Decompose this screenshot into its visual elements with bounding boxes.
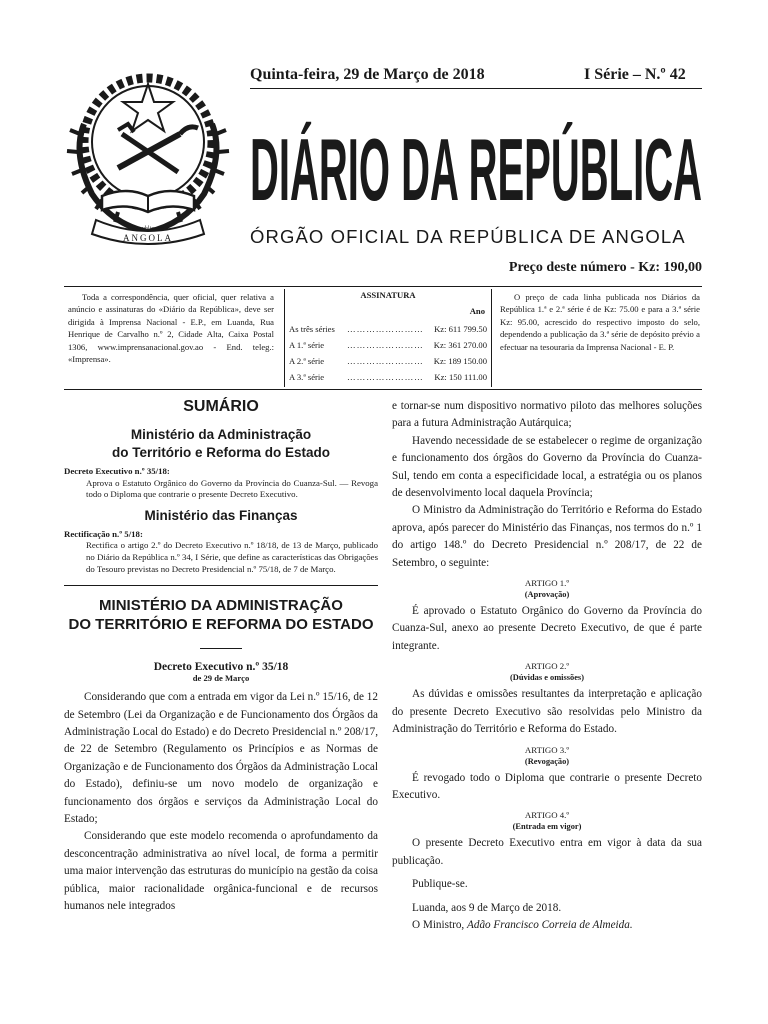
- paragraph: Considerando que este modelo recomenda o aprofundamento da desconcentração administrativa ao nível local, de forma a permitir uma maior intervenção das estruturas do município na gestão da coisa pública, maior racionalidade orgânica-funcional e de recursos humanos nele integrados: [64, 830, 378, 913]
- minister-prefix: O Ministro,: [412, 918, 465, 931]
- summary-rectification: [64, 529, 378, 575]
- article-label: ARTIGO 4.º: [524, 810, 570, 821]
- decree-body-left: [64, 689, 378, 915]
- subscription-row-dots: ……………………: [347, 356, 424, 366]
- subscription-year-label: Ano: [469, 306, 485, 316]
- paragraph: Considerando que com a entrada em vigor da Lei n.º 15/16, de 12 de Setembro (Lei da Organização e de Funcionamento dos Órgãos da Administração Local do Estado) e do Decreto Presidencial n.º 208/17, de 22 de Setembro (Regulamento os Princípios e as Normas de Organização e de Funcionamento dos Órgãos da Administração Local do Estado), definiu-se um novo modelo de organização e funcionamento dos órgãos e serviços da Administração Local do Estado;: [64, 691, 378, 825]
- paragraph: O Ministro da Administração do Território e Reforma do Estado aprova, após parecer do Ministério das Finanças, nos termos do n.º 1 do artigo 148.º do Decreto Presidencial n.º 208/17, de 22 de Setembro, o seguinte:: [392, 504, 702, 569]
- section-divider: [64, 585, 378, 586]
- masthead-title: DIÁRIO DA REPÚBLICA: [250, 120, 702, 214]
- paragraph: e tornar-se num dispositivo normativo piloto das melhores soluções para a futura Administração Autárquica;: [392, 400, 702, 430]
- subscription-row-label: A 2.ª série: [289, 356, 325, 366]
- emblem-ribbon-bottom: ANGOLA: [123, 233, 173, 243]
- article-name: (Entrada em vigor): [512, 822, 582, 832]
- subscription-table: [284, 289, 492, 387]
- summary-ministry-admin-l1: Ministério da Administração: [130, 427, 312, 442]
- heading-short-rule: [200, 648, 242, 649]
- masthead-subtitle: ÓRGÃO OFICIAL DA REPÚBLICA DE ANGOLA: [250, 226, 686, 247]
- paragraph: O presente Decreto Executivo entra em vigor à data da sua publicação.: [392, 837, 702, 867]
- summary-ministry-admin: [64, 426, 378, 462]
- issue-price: Preço deste número - Kz: 190,00: [508, 260, 702, 275]
- subscription-row-dots: ……………………: [347, 372, 424, 382]
- article-name: (Dúvidas e omissões): [510, 673, 584, 683]
- subscription-row-value: Kz: 611 799.50: [434, 324, 487, 334]
- summary-decree-title: Decreto Executivo n.º 35/18:: [64, 466, 170, 476]
- issue-date: Quinta-feira, 29 de Março de 2018: [250, 66, 485, 83]
- decree-date: de 29 de Março: [192, 673, 250, 684]
- summary-rectification-text: Rectifica o artigo 2.º do Decreto Executivo n.º 18/18, de 13 de Março, publicado no Diário da República n.º 34, I Série, que define as características das Obrigações do Tesouro previstas no Decreto Presidencial n.º 75/18, de 7 de Março.: [86, 540, 378, 574]
- subscription-row-dots: ……………………: [347, 324, 424, 334]
- signature-line: [392, 917, 702, 934]
- ministry-heading-l1: MINISTÉRIO DA ADMINISTRAÇÃO: [99, 597, 343, 615]
- paragraph: É aprovado o Estatuto Orgânico do Governo da Província do Cuanza-Sul, anexo ao presente Decreto Executivo, de que é parte integrante.: [392, 605, 702, 652]
- subscription-row: [289, 339, 487, 351]
- article-heading: [392, 578, 702, 600]
- subscription-row-label: As três séries: [289, 324, 335, 334]
- article-heading: [392, 661, 702, 683]
- decree-title: Decreto Executivo n.º 35/18: [153, 661, 289, 674]
- subscription-row: [289, 355, 487, 367]
- subscription-row: [289, 371, 487, 383]
- issue-serie: I Série – N.º 42: [584, 66, 686, 83]
- masthead: [250, 118, 702, 214]
- ministry-heading: [64, 596, 378, 634]
- subscription-row-value: Kz: 150 111.00: [434, 372, 487, 382]
- subscription-row-value: Kz: 361 270.00: [433, 340, 487, 350]
- minister-name: Adão Francisco Correia de Almeida.: [467, 918, 633, 931]
- article-heading: [392, 745, 702, 767]
- correspondence-text: Toda a correspondência, quer oficial, quer relativa a anúncio e assinaturas do «Diário da República», deve ser dirigida à Imprensa Nacional - E.P., em Luanda, Rua Henrique de Carvalho n.º 2, Cidade Alta, Caixa Postal 1306, www.imprensanacional.gov.ao - End. teleg.: «Imprensa».: [68, 292, 274, 365]
- subscription-row-dots: ……………………: [347, 340, 424, 350]
- summary-ministry-finance: Ministério das Finanças: [144, 507, 298, 523]
- summary-ministry-admin-l2: do Território e Reforma do Estado: [111, 445, 331, 460]
- emblem-ribbon-top: Republica de: [132, 226, 164, 232]
- subscription-row-label: A 1.ª série: [289, 340, 325, 350]
- summary-decree-text: Aprova o Estatuto Orgânico do Governo da Província do Cuanza-Sul. — Revoga todo o Diploma que contrarie o presente Decreto Executivo.: [86, 477, 378, 500]
- summary-title: SUMÁRIO: [183, 398, 259, 415]
- paragraph: É revogado todo o Diploma que contrarie o presente Decreto Executivo.: [392, 771, 702, 801]
- summary-rectification-title: Rectificação n.º 5/18:: [64, 528, 143, 539]
- paragraph: Havendo necessidade de se estabelecer o regime de organização e funcionamento dos órgãos do Governo da Província do Cuanza-Sul, tendo em conta a especificidade local, a estratégia ou os planos de desenvolvimento local daquela Província;: [392, 434, 702, 500]
- header-rule: [250, 88, 702, 89]
- summary-decree: [64, 466, 378, 501]
- info-box: [64, 286, 702, 390]
- article-name: (Revogação): [524, 756, 570, 766]
- ministry-heading-l2: DO TERRITÓRIO E REFORMA DO ESTADO: [68, 616, 374, 634]
- line-price-text: O preço de cada linha publicada nos Diários da República 1.ª e 2.ª série é de Kz: 75.00 e para a 3.ª série Kz: 95.00, acrescido do respectivo imposto do selo, dependendo a publicação da 3.ª série de depósito prévio a efectuar na tesouraria da Imprensa Nacional - E. P.: [500, 292, 700, 352]
- subscription-title: ASSINATURA: [360, 290, 416, 300]
- article-heading: [392, 810, 702, 832]
- article-label: ARTIGO 2.º: [524, 661, 570, 672]
- place-date-line: Luanda, aos 9 de Março de 2018.: [412, 901, 562, 914]
- article-label: ARTIGO 3.º: [524, 744, 570, 755]
- subscription-row: [289, 323, 487, 335]
- article-name: (Aprovação): [524, 590, 570, 600]
- article-label: ARTIGO 1.º: [524, 578, 570, 589]
- publish-line: Publique-se.: [412, 878, 468, 891]
- paragraph: As dúvidas e omissões resultantes da interpretação e aplicação do presente Decreto Executivo são resolvidas pelo Ministro da Administração do Território e Reforma do Estado.: [392, 688, 702, 736]
- left-column: [64, 398, 378, 915]
- subscription-row-value: Kz: 189 150.00: [433, 356, 487, 366]
- subscription-row-label: A 3.ª série: [289, 372, 325, 382]
- right-column: [392, 398, 702, 934]
- angola-emblem-icon: [62, 64, 234, 250]
